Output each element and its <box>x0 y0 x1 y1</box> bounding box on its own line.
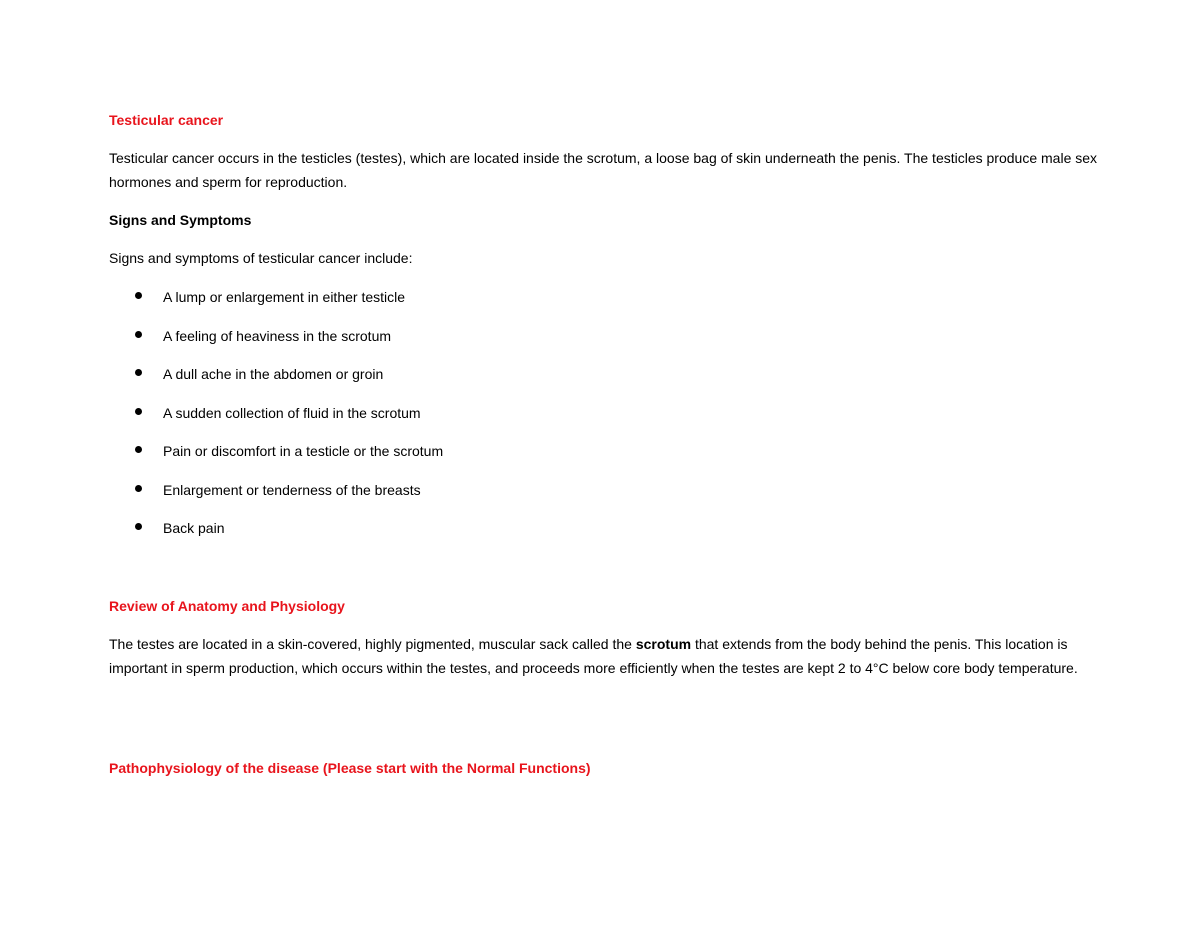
bullet-icon <box>135 292 142 299</box>
symptom-text: Back pain <box>163 520 225 536</box>
list-item <box>109 363 443 402</box>
list-item <box>109 286 443 325</box>
anatomy-text-after: that extends from the body behind the penis. This location is important in sperm production, which occurs within the testes, and proceeds more efficiently when the testes are kept 2 to 4°C below core body temperature. <box>109 636 1078 676</box>
list-item <box>109 325 443 364</box>
anatomy-text-before: The testes are located in a skin-covered, highly pigmented, muscular sack called the <box>109 636 636 652</box>
bullet-icon <box>135 408 142 415</box>
list-item <box>109 402 443 441</box>
symptom-text: A sudden collection of fluid in the scrotum <box>163 404 421 421</box>
signs-heading: Signs and Symptoms <box>109 212 252 228</box>
bullet-icon <box>135 485 142 492</box>
list-item <box>109 479 443 518</box>
bullet-icon <box>135 523 142 530</box>
bullet-icon <box>135 369 142 376</box>
scrotum-term: scrotum <box>635 636 692 652</box>
bullet-icon <box>135 331 142 338</box>
list-item <box>109 517 443 556</box>
symptom-text: A lump or enlargement in either testicle <box>163 289 406 305</box>
bullet-icon <box>135 446 142 453</box>
signs-intro-text: Signs and symptoms of testicular cancer include: <box>109 250 413 266</box>
intro-paragraph: Testicular cancer occurs in the testicles (testes), which are located inside the scrotum, a loose bag of skin underneath the penis. The testicles produce male sex hormones and sperm for reproduction. <box>109 150 1098 190</box>
anatomy-heading: Review of Anatomy and Physiology <box>109 598 345 614</box>
anatomy-paragraph <box>109 633 1099 680</box>
list-item <box>109 440 443 479</box>
symptoms-list <box>109 286 443 556</box>
symptom-text: Enlargement or tenderness of the breasts <box>163 481 421 498</box>
pathophysiology-heading: Pathophysiology of the disease (Please start with the Normal Functions) <box>109 760 591 776</box>
title-heading: Testicular cancer <box>109 112 224 128</box>
symptom-text: A feeling of heaviness in the scrotum <box>163 327 392 344</box>
symptom-text: Pain or discomfort in a testicle or the scrotum <box>163 443 444 459</box>
symptom-text: A dull ache in the abdomen or groin <box>163 366 384 382</box>
